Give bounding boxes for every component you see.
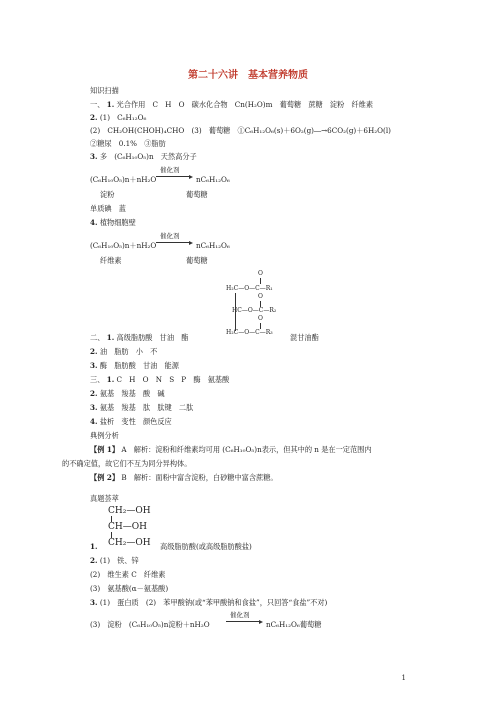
answer-line [90,403,193,413]
equation-left: (C₆H₁₀O₅)n＋nH₂O [90,175,157,184]
structure-label: H₂C—O—C—R₃ [226,329,273,336]
answer-text: 高级脂肪酸 甘油 酯 [116,333,189,342]
item-number: 1. [106,100,115,109]
equation-right: nC₆H₁₂O₆葡萄糖 [266,620,322,629]
structure-label: O [258,293,263,300]
structure-label: CH—OH [108,522,147,532]
answer-line [90,375,229,385]
bond-line [111,516,112,522]
practice-text: (1) 蛋白质 (2) 苯甲酸钠(或“苯甲酸钠和食盐”，只回答“食盐”不对) [99,598,328,607]
arrow-icon [156,242,190,243]
structure-label: O [258,315,263,322]
answer-line [90,113,146,123]
answer-text: 酶 脂肪酸 甘油 能源 [99,361,179,370]
practice-line: (2) 维生素 C 纤维素 [90,570,166,579]
structure-label: CH₂—OH [108,506,151,516]
item-number: 2. [90,113,98,122]
item-number: 2. [90,556,98,565]
catalyst-label: 催化剂 [230,611,250,619]
answer-text: (1) C₆H₁₂O₆ [99,113,147,122]
item-number: 2. [90,347,98,356]
example-text: A 解析：淀粉和纤维素均可用 (C₆H₁₀O₅)n表示，但其中的 n 是在一定范围内 [121,445,372,454]
practice-line: (3) 氨基酸(α－氨基酸) [90,584,169,593]
section-heading-examples: 典例分析 [90,431,119,440]
practice-line [90,556,139,566]
section-heading-knowledge: 知识扫描 [90,86,119,95]
item-number: 3. [90,598,98,607]
item-number: 3. [90,361,98,370]
answer-line [90,417,172,427]
bond-line [111,532,112,538]
practice-text: (1) 铁、锌 [99,556,139,565]
answer-text: 氨基 羧基 酸 碱 [99,389,165,398]
practice-line [90,598,327,608]
equation-left: (3) 淀粉 (C₆H₁₀O₅)n淀粉＋nH₂O [90,620,210,629]
answer-line: 单质碘 蓝 [90,204,126,213]
reaction-arrow [156,234,196,248]
item-number: 3. [90,152,98,161]
equation-left: (C₆H₁₀O₅)n＋nH₂O [90,241,157,250]
answer-line [90,218,136,228]
structure-label: H₂C—O—C—R₁ [226,285,273,292]
item-number: 4. [90,218,98,227]
answer-text: 多 (C₆H₁₀O₅)n 天然高分子 [99,152,197,161]
answer-line [90,100,373,110]
practice-line [90,542,98,552]
catalyst-label: 催化剂 [160,232,180,240]
example-line: 的不确定值，故它们不互为同分异构体。 [62,459,192,468]
answer-text: 光合作用 C H O 碳水化合物 Cn(H₂O)m 葡萄糖 蔗糖 淀粉 纤维素 [116,100,374,109]
example-text: B 解析：面粉中富含淀粉，白砂糖中富含蔗糖。 [121,473,278,482]
answer-line [90,152,197,162]
answer-text: 油 脂肪 小 不 [99,347,158,356]
section-number: 三、 [90,375,105,384]
bond-line [260,301,261,307]
section-number: 二、 [90,333,105,342]
equation-label: 淀粉 [100,190,115,199]
answer-line [90,333,188,343]
equation-right: nC₆H₁₂O₆ [196,175,230,184]
bond-line [235,293,236,331]
item-number: 4. [90,417,98,426]
example-label: 【例 1】 [90,445,120,454]
answer-line [90,347,157,357]
item-number: 1. [106,375,115,384]
structure-label: HC—O—C—R₂ [232,307,277,314]
answer-line: ②糖尿 0.1% ③脂肪 [90,139,166,148]
item-number: 1. [90,542,98,551]
bond-line [260,323,261,329]
example-line [90,473,278,483]
practice-text: 高级脂肪酸(或高级脂肪酸盐) [160,542,252,551]
answer-line [90,361,179,371]
example-line [90,445,372,455]
structure-label: CH₂—OH [108,538,151,548]
section-heading-practice: 真题荟萃 [90,494,119,503]
answer-text: 植物细胞壁 [99,218,136,227]
answer-text: C H O N S P 酶 氨基酸 [116,375,230,384]
answer-text: 氨基 羧基 肽 肽键 二肽 [99,403,194,412]
example-label: 【例 2】 [90,473,120,482]
equation-label: 葡萄糖 [186,190,208,199]
item-number: 2. [90,389,98,398]
item-number: 3. [90,403,98,412]
section-number: 一、 [90,100,105,109]
answer-line: (2) CH₂OH(CHOH)₄CHO (3) 葡萄糖 ①C₆H₁₂O₆(s)＋6O₂(g)―→6CO₂(g)＋6H₂O(l) [90,126,391,135]
page-title: 第二十六讲 基本营养物质 [188,70,308,81]
reaction-arrow [156,168,196,182]
catalyst-label: 催化剂 [160,166,180,174]
equation-label: 葡萄糖 [186,256,208,265]
reaction-arrow [226,613,266,627]
page-number: 1 [401,674,406,682]
arrow-icon [226,621,260,622]
equation-label: 纤维素 [100,256,122,265]
equation-right: nC₆H₁₂O₆ [196,241,230,250]
structure-label: O [258,270,263,277]
answer-text: 盐析 变性 颜色反应 [99,417,172,426]
bond-line [260,278,261,284]
answer-text: 混甘油酯 [290,333,319,342]
arrow-icon [156,176,190,177]
answer-line [90,389,165,399]
item-number: 1. [106,333,115,342]
